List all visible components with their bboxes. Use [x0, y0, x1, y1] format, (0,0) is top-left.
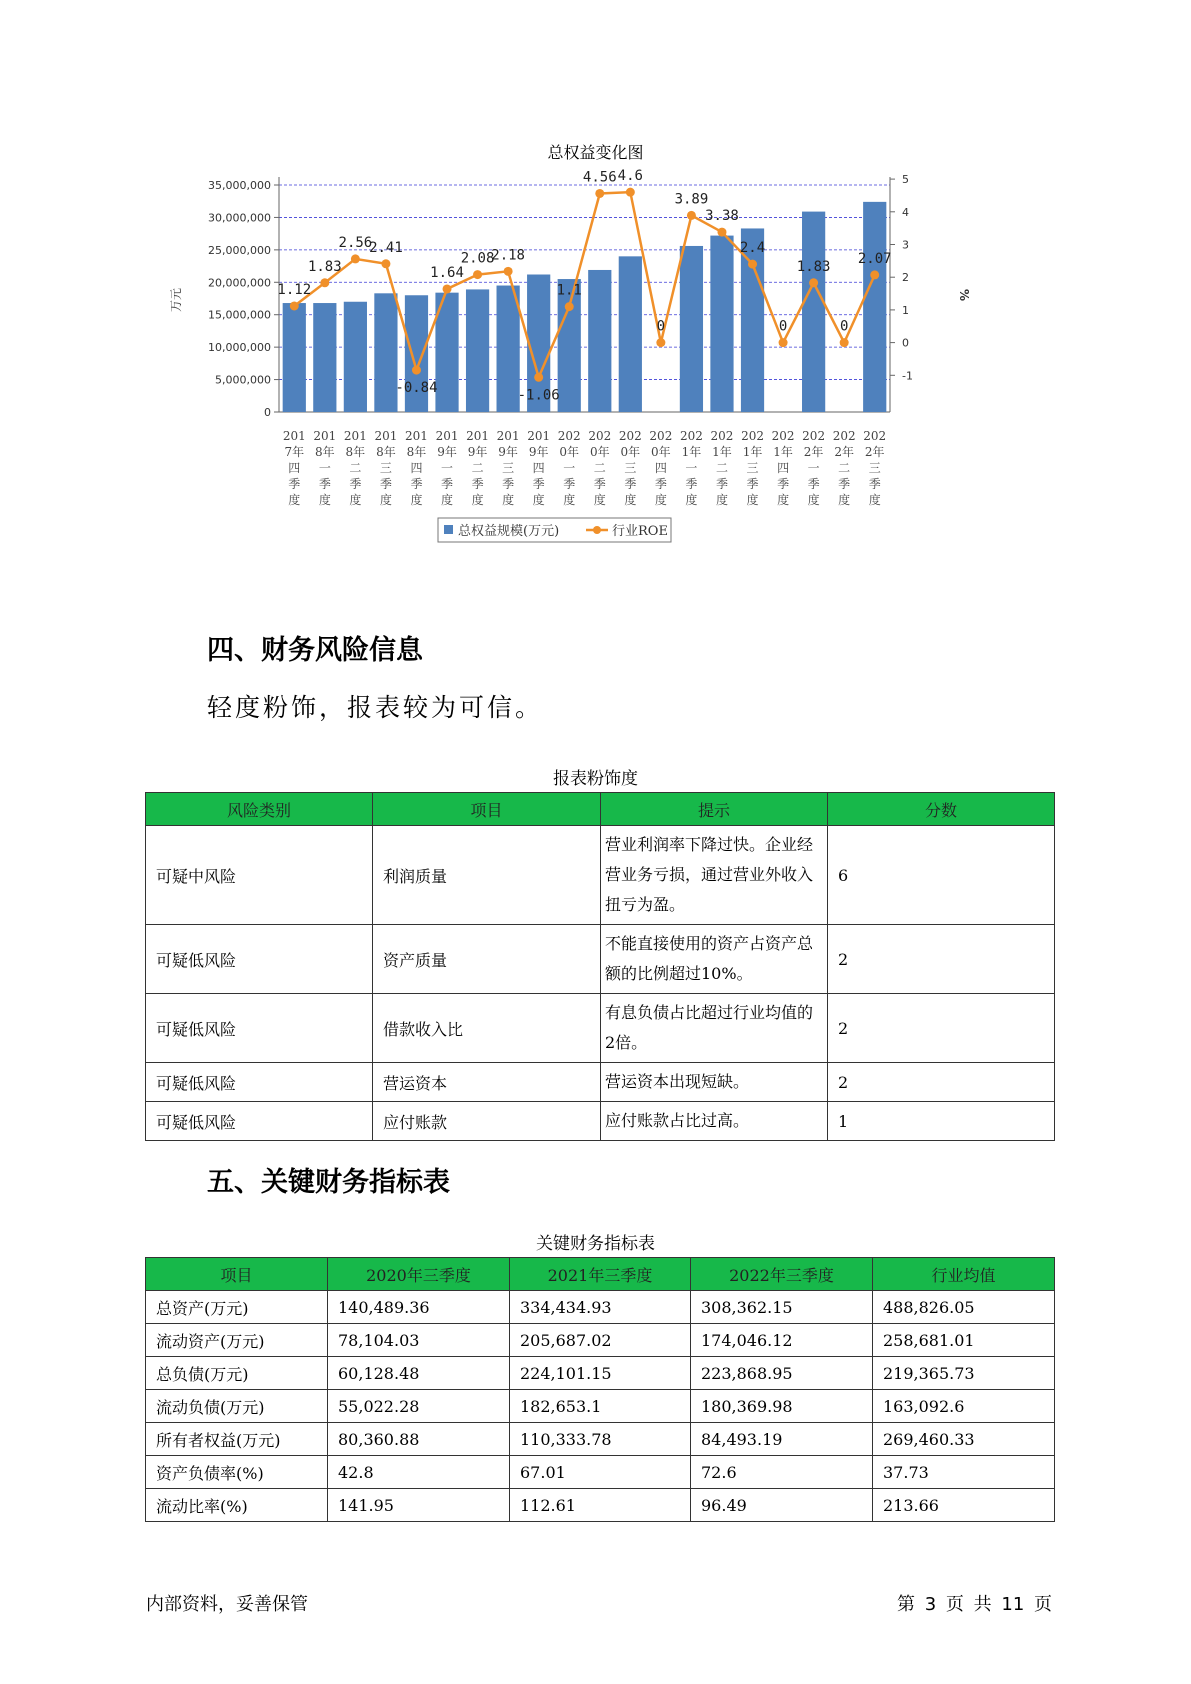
- roe-data-label: -1.06: [517, 387, 560, 404]
- bar: [558, 279, 581, 412]
- x-tick-label: 季: [685, 477, 698, 491]
- chart-title: 总权益变化图: [547, 143, 644, 162]
- x-tick-label: 度: [777, 493, 790, 507]
- metric-value: 213.66: [873, 1489, 1055, 1522]
- risk-tip: 不能直接使用的资产占资产总额的比例超过10%。: [601, 925, 828, 994]
- x-tick-label: 度: [349, 493, 362, 507]
- risk-category: 可疑低风险: [146, 1063, 373, 1102]
- x-tick-label: 四: [654, 461, 667, 475]
- x-tick-label: 9年: [498, 445, 518, 459]
- metric-value: 163,092.6: [873, 1390, 1055, 1423]
- x-tick-label: 1年: [681, 445, 702, 459]
- roe-data-label: 3.38: [705, 208, 739, 225]
- roe-point: [320, 278, 329, 287]
- metric-value: 488,826.05: [873, 1291, 1055, 1324]
- x-tick-label: 201: [374, 429, 398, 443]
- roe-point: [351, 254, 360, 263]
- x-tick-label: 8年: [315, 445, 335, 459]
- metric-value: 219,365.73: [873, 1357, 1055, 1390]
- x-tick-label: 202: [618, 429, 642, 443]
- roe-point: [779, 338, 788, 347]
- x-tick-label: 0年: [651, 445, 671, 459]
- risk-score: 2: [828, 1063, 1055, 1102]
- x-tick-label: 度: [654, 493, 667, 507]
- x-tick-label: 9年: [467, 445, 488, 459]
- x-tick-label: 二: [349, 461, 362, 475]
- metric-value: 110,333.78: [510, 1423, 691, 1456]
- x-tick-label: 三: [379, 461, 392, 475]
- x-tick-label: 季: [441, 477, 454, 491]
- x-tick-label: 季: [349, 477, 362, 491]
- table-row: [146, 1324, 1055, 1357]
- key-table-caption: 关键财务指标表: [536, 1234, 655, 1254]
- risk-category: 可疑低风险: [146, 925, 373, 994]
- roe-data-label: 1.64: [430, 264, 464, 281]
- metric-name: 总资产(万元): [146, 1291, 328, 1324]
- x-tick-label: 8年: [406, 445, 427, 459]
- roe-data-label: 2.4: [739, 240, 766, 257]
- risk-row: [146, 1063, 1055, 1102]
- bar: [710, 236, 733, 412]
- metric-value: 223,868.95: [691, 1357, 873, 1390]
- metric-value: 308,362.15: [691, 1291, 873, 1324]
- roe-point: [534, 373, 543, 382]
- risk-score: 1: [828, 1102, 1055, 1141]
- x-tick-label: 季: [868, 477, 881, 491]
- bar: [619, 256, 642, 412]
- equity-chart: [160, 165, 1040, 605]
- x-tick-label: 季: [563, 477, 576, 491]
- x-tick-label: 季: [410, 477, 423, 491]
- bar: [466, 289, 489, 412]
- x-tick-label: 2年: [864, 445, 885, 459]
- x-tick-label: 0年: [589, 445, 610, 459]
- risk-tip: 有息负债占比超过行业均值的2倍。: [601, 994, 828, 1063]
- metric-name: 流动负债(万元): [146, 1390, 328, 1423]
- roe-data-label: 2.18: [491, 247, 525, 264]
- metric-value: 80,360.88: [328, 1423, 510, 1456]
- section5-heading: 五、关键财务指标表: [207, 1167, 450, 1198]
- bar: [497, 286, 520, 412]
- roe-data-label: 3.89: [674, 191, 709, 208]
- y2-tick-label: -1: [902, 369, 913, 383]
- y2-tick-label: 2: [902, 271, 909, 285]
- roe-point: [443, 284, 452, 293]
- x-tick-label: 季: [502, 477, 515, 491]
- roe-point: [687, 211, 696, 220]
- table-row: [146, 1423, 1055, 1456]
- key-header-1: 2020年三季度: [328, 1258, 510, 1291]
- x-tick-label: 度: [593, 493, 606, 507]
- y-tick-label: 25,000,000: [208, 243, 271, 257]
- x-tick-label: 8年: [376, 445, 396, 459]
- roe-data-label: 2.08: [460, 250, 495, 267]
- key-header-2: 2021年三季度: [510, 1258, 691, 1291]
- y2-tick-label: 4: [902, 205, 909, 219]
- footer-confidential: 内部资料，妥善保管: [146, 1594, 308, 1615]
- x-tick-label: 四: [532, 461, 545, 475]
- x-tick-label: 9年: [528, 445, 549, 459]
- risk-score: 2: [828, 925, 1055, 994]
- x-tick-label: 201: [466, 429, 490, 443]
- roe-data-label: 4.56: [582, 169, 617, 186]
- risk-row: [146, 826, 1055, 925]
- y2-tick-label: 1: [902, 303, 909, 317]
- roe-point: [656, 338, 665, 347]
- y2-tick-label: 5: [902, 173, 909, 187]
- x-tick-label: 季: [318, 477, 331, 491]
- x-tick-label: 度: [318, 493, 331, 507]
- roe-data-label: 0: [839, 318, 849, 335]
- roe-point: [565, 302, 574, 311]
- x-tick-label: 一: [318, 461, 331, 475]
- metric-value: 67.01: [510, 1456, 691, 1489]
- x-tick-label: 季: [379, 477, 392, 491]
- x-tick-label: 季: [532, 477, 545, 491]
- metric-value: 334,434.93: [510, 1291, 691, 1324]
- x-tick-label: 度: [288, 493, 301, 507]
- risk-item: 应付账款: [373, 1102, 601, 1141]
- x-tick-label: 四: [288, 461, 301, 475]
- table-row: [146, 1357, 1055, 1390]
- x-tick-label: 201: [313, 429, 337, 443]
- x-tick-label: 度: [685, 493, 698, 507]
- x-tick-label: 202: [557, 429, 581, 443]
- metric-value: 55,022.28: [328, 1390, 510, 1423]
- risk-score: 6: [828, 826, 1055, 925]
- bar: [680, 246, 703, 412]
- roe-point: [473, 270, 482, 279]
- x-tick-label: 二: [593, 461, 606, 475]
- risk-header-tip: 提示: [601, 793, 828, 826]
- metric-value: 84,493.19: [691, 1423, 873, 1456]
- roe-data-label: 2.07: [857, 250, 892, 267]
- x-tick-label: 三: [868, 461, 881, 475]
- table-row: [146, 1291, 1055, 1324]
- x-tick-label: 1年: [773, 445, 793, 459]
- metric-value: 182,653.1: [510, 1390, 691, 1423]
- risk-item: 利润质量: [373, 826, 601, 925]
- x-tick-label: 202: [771, 429, 795, 443]
- metric-value: 78,104.03: [328, 1324, 510, 1357]
- key-header-3: 2022年三季度: [691, 1258, 873, 1291]
- y-tick-label: 30,000,000: [208, 211, 271, 225]
- x-tick-label: 二: [715, 461, 728, 475]
- table-row: [146, 1456, 1055, 1489]
- x-tick-label: 度: [807, 493, 820, 507]
- risk-item: 营运资本: [373, 1063, 601, 1102]
- metric-value: 224,101.15: [510, 1357, 691, 1390]
- x-tick-label: 季: [807, 477, 820, 491]
- key-header-0: 项目: [146, 1258, 328, 1291]
- metric-name: 总负债(万元): [146, 1357, 328, 1390]
- x-tick-label: 202: [863, 429, 887, 443]
- roe-data-label: 1.12: [277, 281, 312, 298]
- x-tick-label: 2年: [834, 445, 854, 459]
- x-tick-label: 四: [777, 461, 790, 475]
- x-tick-label: 度: [441, 493, 454, 507]
- metric-value: 258,681.01: [873, 1324, 1055, 1357]
- x-tick-label: 四: [410, 461, 423, 475]
- metric-value: 141.95: [328, 1489, 510, 1522]
- x-tick-label: 二: [471, 461, 484, 475]
- risk-row: [146, 1102, 1055, 1141]
- x-tick-label: 度: [624, 493, 637, 507]
- bar: [344, 302, 367, 412]
- roe-data-label: 2.56: [338, 234, 373, 251]
- bar: [588, 270, 611, 412]
- roe-point: [840, 338, 849, 347]
- roe-point: [717, 228, 726, 237]
- risk-tip: 营运资本出现短缺。: [601, 1063, 828, 1102]
- footer-page-number: 第 3 页 共 11 页: [897, 1594, 1052, 1615]
- metric-name: 流动比率(%): [146, 1489, 328, 1522]
- y-tick-label: 10,000,000: [208, 341, 271, 355]
- risk-tip: 营业利润率下降过快。企业经营业务亏损，通过营业外收入扭亏为盈。: [601, 826, 828, 925]
- metric-name: 流动资产(万元): [146, 1324, 328, 1357]
- metric-value: 60,128.48: [328, 1357, 510, 1390]
- metric-value: 37.73: [873, 1456, 1055, 1489]
- x-tick-label: 度: [868, 493, 881, 507]
- roe-data-label: 1.83: [307, 258, 342, 275]
- y-tick-label: 35,000,000: [208, 179, 271, 192]
- roe-point: [809, 278, 818, 287]
- risk-table-caption: 报表粉饰度: [553, 769, 638, 789]
- metric-value: 140,489.36: [328, 1291, 510, 1324]
- x-tick-label: 9年: [437, 445, 457, 459]
- x-tick-label: 季: [288, 477, 301, 491]
- roe-point: [748, 260, 757, 269]
- x-tick-label: 季: [624, 477, 637, 491]
- roe-point: [290, 301, 299, 310]
- metric-value: 205,687.02: [510, 1324, 691, 1357]
- x-tick-label: 201: [435, 429, 459, 443]
- y-tick-label: 5,000,000: [215, 373, 271, 387]
- risk-table: [145, 792, 1055, 1141]
- key-header-4: 行业均值: [873, 1258, 1055, 1291]
- x-tick-label: 二: [838, 461, 851, 475]
- x-tick-label: 201: [343, 429, 367, 443]
- risk-category: 可疑低风险: [146, 1102, 373, 1141]
- legend-line-label: 行业ROE: [612, 524, 668, 539]
- legend-bar-swatch: [444, 525, 453, 534]
- x-tick-label: 202: [741, 429, 764, 443]
- x-tick-label: 季: [777, 477, 790, 491]
- metric-value: 269,460.33: [873, 1423, 1055, 1456]
- table-row: [146, 1390, 1055, 1423]
- metric-value: 72.6: [691, 1456, 873, 1489]
- table-row: [146, 1489, 1055, 1522]
- risk-score: 2: [828, 994, 1055, 1063]
- x-tick-label: 202: [802, 429, 826, 443]
- roe-data-label: 1.83: [796, 258, 831, 275]
- roe-point: [595, 189, 604, 198]
- x-tick-label: 202: [649, 429, 673, 443]
- x-tick-label: 季: [593, 477, 606, 491]
- legend-bar-label: 总权益规模(万元): [458, 524, 560, 539]
- x-tick-label: 季: [746, 477, 759, 491]
- risk-summary: 轻度粉饰，报表较为可信。: [207, 693, 544, 722]
- risk-header-item: 项目: [373, 793, 601, 826]
- x-tick-label: 202: [710, 429, 734, 443]
- x-tick-label: 季: [715, 477, 728, 491]
- roe-point: [870, 270, 879, 279]
- x-tick-label: 度: [379, 493, 392, 507]
- x-tick-label: 度: [563, 493, 576, 507]
- risk-category: 可疑中风险: [146, 826, 373, 925]
- roe-data-label: 2.41: [369, 239, 403, 256]
- y-axis-title: 万元: [169, 287, 183, 313]
- y-tick-label: 20,000,000: [208, 276, 271, 290]
- x-tick-label: 0年: [620, 445, 641, 459]
- x-tick-label: 度: [532, 493, 545, 507]
- x-tick-label: 季: [838, 477, 851, 491]
- roe-point: [381, 259, 390, 268]
- roe-data-label: 1.1: [556, 282, 582, 299]
- legend-line-marker: [593, 526, 601, 534]
- x-tick-label: 201: [405, 429, 428, 443]
- x-tick-label: 201: [282, 429, 306, 443]
- metric-value: 96.49: [691, 1489, 873, 1522]
- x-tick-label: 7年: [284, 445, 305, 459]
- bar: [283, 303, 306, 412]
- x-tick-label: 201: [527, 429, 551, 443]
- x-tick-label: 度: [838, 493, 851, 507]
- x-tick-label: 8年: [345, 445, 366, 459]
- x-tick-label: 度: [715, 493, 728, 507]
- x-tick-label: 度: [502, 493, 515, 507]
- x-tick-label: 季: [471, 477, 484, 491]
- roe-point: [504, 267, 513, 276]
- risk-row: [146, 925, 1055, 994]
- x-tick-label: 一: [807, 461, 820, 475]
- roe-point: [626, 188, 635, 197]
- y-tick-label: 15,000,000: [208, 308, 271, 322]
- risk-category: 可疑低风险: [146, 994, 373, 1063]
- bar: [863, 202, 886, 412]
- key-metrics-table: [145, 1257, 1055, 1522]
- x-tick-label: 0年: [559, 445, 580, 459]
- roe-point: [412, 366, 421, 375]
- bar: [374, 293, 397, 412]
- x-tick-label: 一: [563, 461, 576, 475]
- bar: [313, 303, 336, 412]
- x-tick-label: 三: [624, 461, 637, 475]
- metric-name: 所有者权益(万元): [146, 1423, 328, 1456]
- x-tick-label: 1年: [742, 445, 763, 459]
- y-tick-label: 0: [264, 406, 271, 419]
- bar: [802, 212, 825, 412]
- risk-item: 借款收入比: [373, 994, 601, 1063]
- x-tick-label: 度: [746, 493, 759, 507]
- risk-header-category: 风险类别: [146, 793, 373, 826]
- x-tick-label: 一: [685, 461, 698, 475]
- x-tick-label: 2年: [803, 445, 824, 459]
- risk-row: [146, 994, 1055, 1063]
- x-tick-label: 202: [679, 429, 703, 443]
- risk-item: 资产质量: [373, 925, 601, 994]
- metric-value: 42.8: [328, 1456, 510, 1489]
- roe-data-label: 4.6: [617, 168, 643, 185]
- metric-value: 180,369.98: [691, 1390, 873, 1423]
- roe-data-label: 0: [778, 318, 788, 335]
- x-tick-label: 201: [496, 429, 520, 443]
- x-tick-label: 202: [588, 429, 612, 443]
- section4-heading: 四、财务风险信息: [207, 635, 423, 666]
- x-tick-label: 季: [654, 477, 667, 491]
- x-tick-label: 三: [502, 461, 515, 475]
- x-tick-label: 一: [441, 461, 454, 475]
- metric-value: 112.61: [510, 1489, 691, 1522]
- y2-tick-label: 0: [902, 336, 909, 350]
- roe-data-label: 0: [656, 318, 666, 335]
- y2-axis-title: %: [957, 288, 971, 302]
- risk-header-score: 分数: [828, 793, 1055, 826]
- metric-value: 174,046.12: [691, 1324, 873, 1357]
- risk-tip: 应付账款占比过高。: [601, 1102, 828, 1141]
- x-tick-label: 度: [410, 493, 423, 507]
- x-tick-label: 1年: [712, 445, 732, 459]
- roe-data-label: -0.84: [395, 380, 438, 397]
- x-tick-label: 三: [746, 461, 759, 475]
- x-tick-label: 202: [832, 429, 856, 443]
- x-tick-label: 度: [471, 493, 484, 507]
- metric-name: 资产负债率(%): [146, 1456, 328, 1489]
- y2-tick-label: 3: [902, 238, 909, 252]
